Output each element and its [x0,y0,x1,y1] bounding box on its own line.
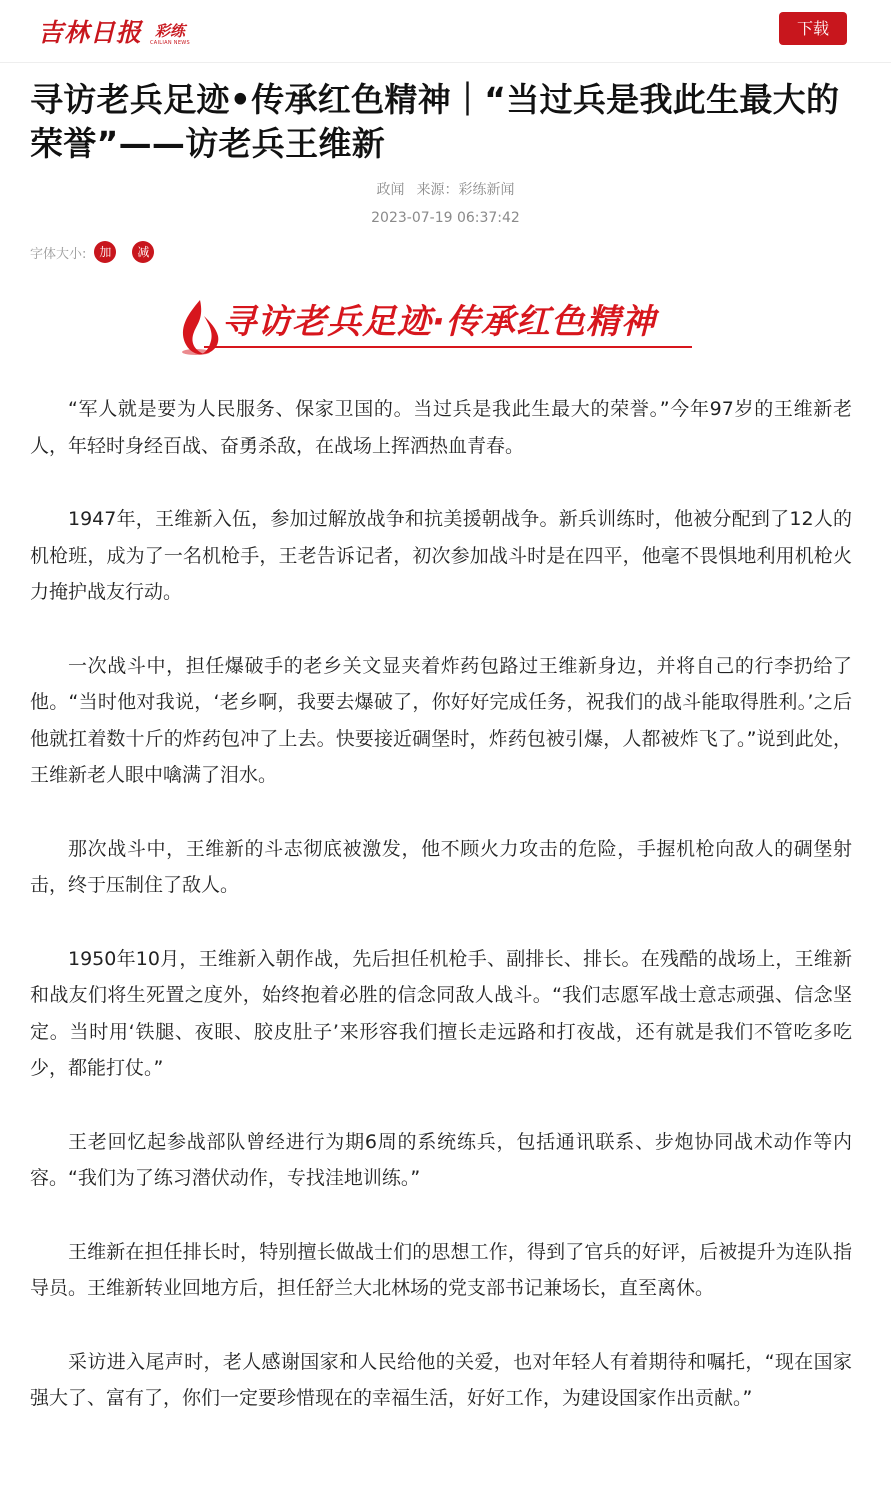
flame-icon [174,296,226,360]
article-title: 寻访老兵足迹•传承红色精神｜“当过兵是我此生最大的荣誉”——访老兵王维新 [30,80,840,163]
article-paragraph: 1950年10月，王维新入朝作战，先后担任机枪手、副排长、排长。在残酷的战场上，王维新和战友们将生死置之度外，始终抱着必胜的信念同敌人战斗。“我们志愿军战士意志顽强、信念坚定。当时用‘铁腿、夜眼、胶皮肚子’来形容我们擅长走远路和打夜战，还有就是我们不管吃多吃少，都能打仗。” [30,947,852,1079]
article-paragraph: 王维新在担任排长时，特别擅长做战士们的思想工作，得到了官兵的好评，后被提升为连队指导员。王维新转业回地方后，担任舒兰大北林场的党支部书记兼场长，直至离休。 [30,1240,852,1299]
article-category: 政闻 [376,182,405,198]
article-paragraph: 那次战斗中，王维新的斗志彻底被激发，他不顾火力攻击的危险，手握机枪向敌人的碉堡射击，终于压制住了敌人。 [30,837,852,896]
font-size-label: 字体大小: [30,246,87,262]
logo-text: 吉林日报 [38,18,143,47]
article-paragraph: 一次战斗中，担任爆破手的老乡关文显夹着炸药包路过王维新身边，并将自己的行李扔给了他。“当时他对我说，‘老乡啊，我要去爆破了，你好好完成任务，祝我们的战斗能取得胜利。’之后他就扛着数十斤的炸药包冲了上去。快要接近碉堡时，炸药包被引爆，人都被炸飞了。”说到此处，王维新老人眼中噙满了泪水。 [30,654,852,786]
site-logo[interactable] [38,14,190,48]
article-meta [0,180,891,200]
banner-underline [204,346,692,348]
banner-text: 寻访老兵足迹·传承红色精神 [222,302,656,342]
article-datetime: 2023-07-19 06:37:42 [371,210,520,226]
logo-sub-text: 彩练 [155,22,186,40]
article-paragraph: “军人就是要为人民服务、保家卫国的。当过兵是我此生最大的荣誉。”今年97岁的王维新老人，年轻时身经百战、奋勇杀敌，在战场上挥洒热血青春。 [30,398,852,457]
font-decrease-button[interactable]: 减 [132,241,154,263]
font-size-control [30,241,154,263]
app-header [0,0,891,63]
article-body [30,391,852,1454]
download-button[interactable]: 下载 [779,12,847,45]
article-banner-image [174,296,696,360]
article-paragraph: 王老回忆起参战部队曾经进行为期6周的系统练兵，包括通讯联系、步炮协同战术动作等内容。“我们为了练习潜伏动作，专找洼地训练。” [30,1130,852,1189]
article-source: 来源：彩练新闻 [416,182,515,198]
font-increase-button[interactable]: 加 [94,241,116,263]
logo-sub-mark [150,23,190,46]
logo-sub-english: CAILIAN NEWS [150,40,191,46]
article-paragraph: 采访进入尾声时，老人感谢国家和人民给他的关爱，也对年轻人有着期待和嘱托，“现在国家强大了、富有了，你们一定要珍惜现在的幸福生活，好好工作，为建设国家作出贡献。” [30,1350,852,1409]
article-paragraph: 1947年，王维新入伍，参加过解放战争和抗美援朝战争。新兵训练时，他被分配到了12人的机枪班，成为了一名机枪手，王老告诉记者，初次参加战斗时是在四平，他毫不畏惧地利用机枪火力掩护战友行动。 [30,508,852,603]
